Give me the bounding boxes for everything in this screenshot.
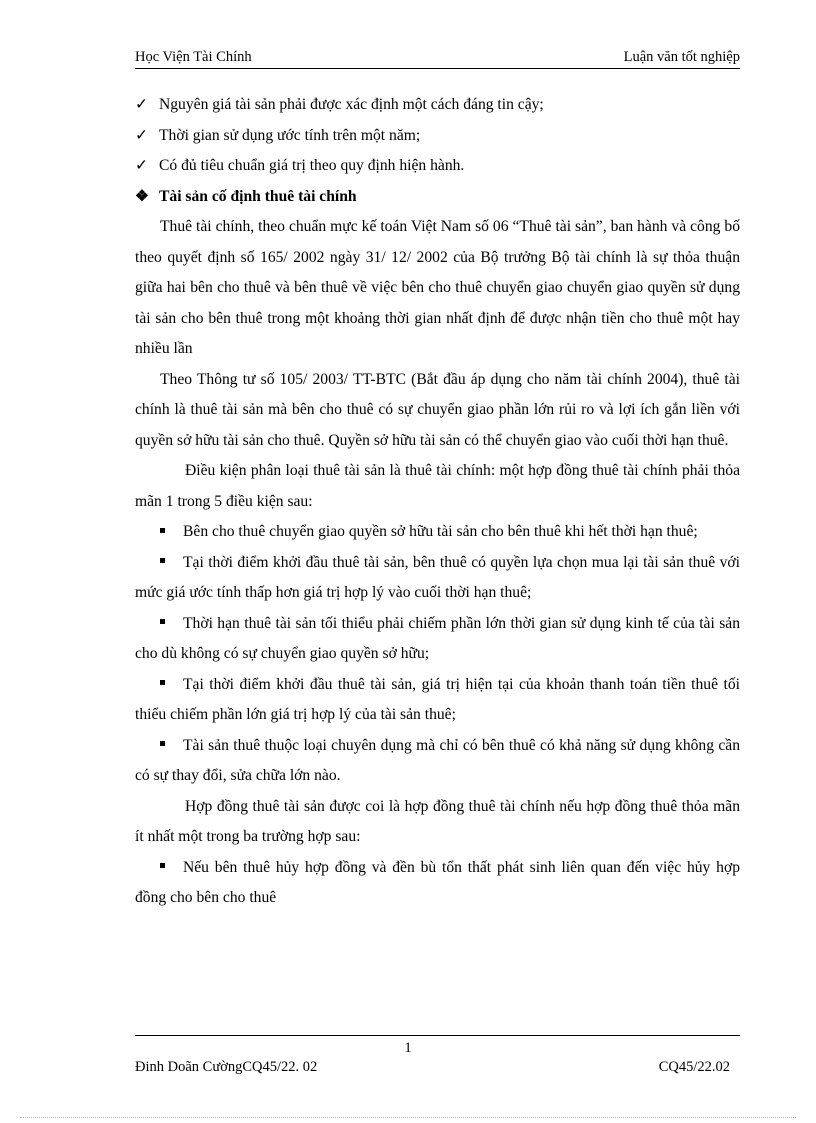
square-bullet-icon [160,528,165,533]
check-icon: ✓ [135,96,149,113]
condition-item [135,517,740,548]
square-bullet-icon [160,741,165,746]
square-bullet-icon [160,558,165,563]
check-icon: ✓ [135,157,149,174]
square-bullet-icon [160,680,165,685]
check-item [135,121,740,152]
check-item [135,151,740,182]
condition-item [135,609,740,670]
condition-text: Bên cho thuê chuyển giao quyền sở hữu tài sản cho bên thuê khi hết thời hạn thuê; [183,523,698,540]
condition-text: Tại thời điểm khởi đầu thuê tài sản, bên thuê có quyền lựa chọn mua lại tài sản thuê với mức giá ước tính thấp hơn giá trị hợp lý vào cuối thời hạn thuê; [135,553,740,601]
case-text: Nếu bên thuê hủy hợp đồng và đền bù tổn thất phát sinh liên quan đến việc hủy hợp đồng cho bên cho thuê [135,858,740,906]
section-title: Tài sản cố định thuê tài chính [159,187,357,205]
page-header [135,49,740,69]
check-item-text: Thời gian sử dụng ước tính trên một năm; [159,126,421,144]
check-item-text: Có đủ tiêu chuẩn giá trị theo quy định hiện hành. [159,157,465,174]
section-heading [135,182,740,213]
diamond-icon: ❖ [135,187,149,205]
square-bullet-icon [160,619,165,624]
paragraph-circular: Theo Thông tư số 105/ 2003/ TT-BTC (Bắt đầu áp dụng cho năm tài chính 2004), thuê tài chính là thuê tài sản mà bên cho thuê có sự chuyển giao phần lớn rủi ro và lợi ích gắn liền với quyền sở hữu tài sản cho thuê. Quyền sở hữu tài sản có thể chuyển giao vào cuối thời hạn thuê. [135,370,740,449]
condition-text: Thời hạn thuê tài sản tối thiểu phải chiếm phần lớn thời gian sử dụng kinh tế của tài sản cho dù không có sự chuyển giao quyền sở hữu; [135,614,740,662]
paragraph-definition: Thuê tài chính, theo chuẩn mực kế toán Việt Nam số 06 “Thuê tài sản”, ban hành và công bố theo quyết định số 165/ 2002 ngày 31/ 12/ 2002 của Bộ trưởng Bộ tài chính là sự thỏa thuận giữa hai bên cho thuê và bên thuê về việc bên cho thuê chuyển giao chuyển giao quyền sử dụng tài sản cho bên thuê trong một khoảng thời gian nhất định để được nhận tiền cho thuê một hay nhiều lần [135,218,740,357]
page-number: 1 [404,1040,412,1056]
condition-item [135,548,740,609]
header-institution: Học Viện Tài Chính [135,49,252,65]
condition-item [135,731,740,792]
case-item [135,853,740,914]
check-item [135,90,740,121]
document-body [135,90,740,914]
footer-author: Đinh Doãn CườngCQ45/22. 02 [135,1059,318,1075]
condition-text: Tại thời điểm khởi đầu thuê tài sản, giá trị hiện tại của khoản thanh toán tiền thuê tối thiểu chiếm phần lớn giá trị hợp lý của tài sản thuê; [135,675,740,723]
paragraph-conditions-intro: Điều kiện phân loại thuê tài sản là thuê tài chính: một hợp đồng thuê tài chính phải thỏa mãn 1 trong 5 điều kiện sau: [135,462,740,510]
condition-text: Tài sản thuê thuộc loại chuyên dụng mà chỉ có bên thuê có khả năng sử dụng không cần có sự thay đổi, sửa chữa lớn nào. [135,736,740,784]
header-doc-type: Luận văn tốt nghiệp [623,49,740,65]
check-icon: ✓ [135,126,149,144]
page-footer [135,1059,730,1076]
check-item-text: Nguyên giá tài sản phải được xác định một cách đáng tin cậy; [159,96,544,113]
footer-class: CQ45/22.02 [658,1059,730,1075]
page-edge-divider [20,1117,796,1118]
footer-divider [135,1035,740,1036]
paragraph-cases-intro: Hợp đồng thuê tài sản được coi là hợp đồng thuê tài chính nếu hợp đồng thuê thỏa mãn ít nhất một trong ba trường hợp sau: [135,797,740,845]
condition-item [135,670,740,731]
square-bullet-icon [160,863,165,868]
